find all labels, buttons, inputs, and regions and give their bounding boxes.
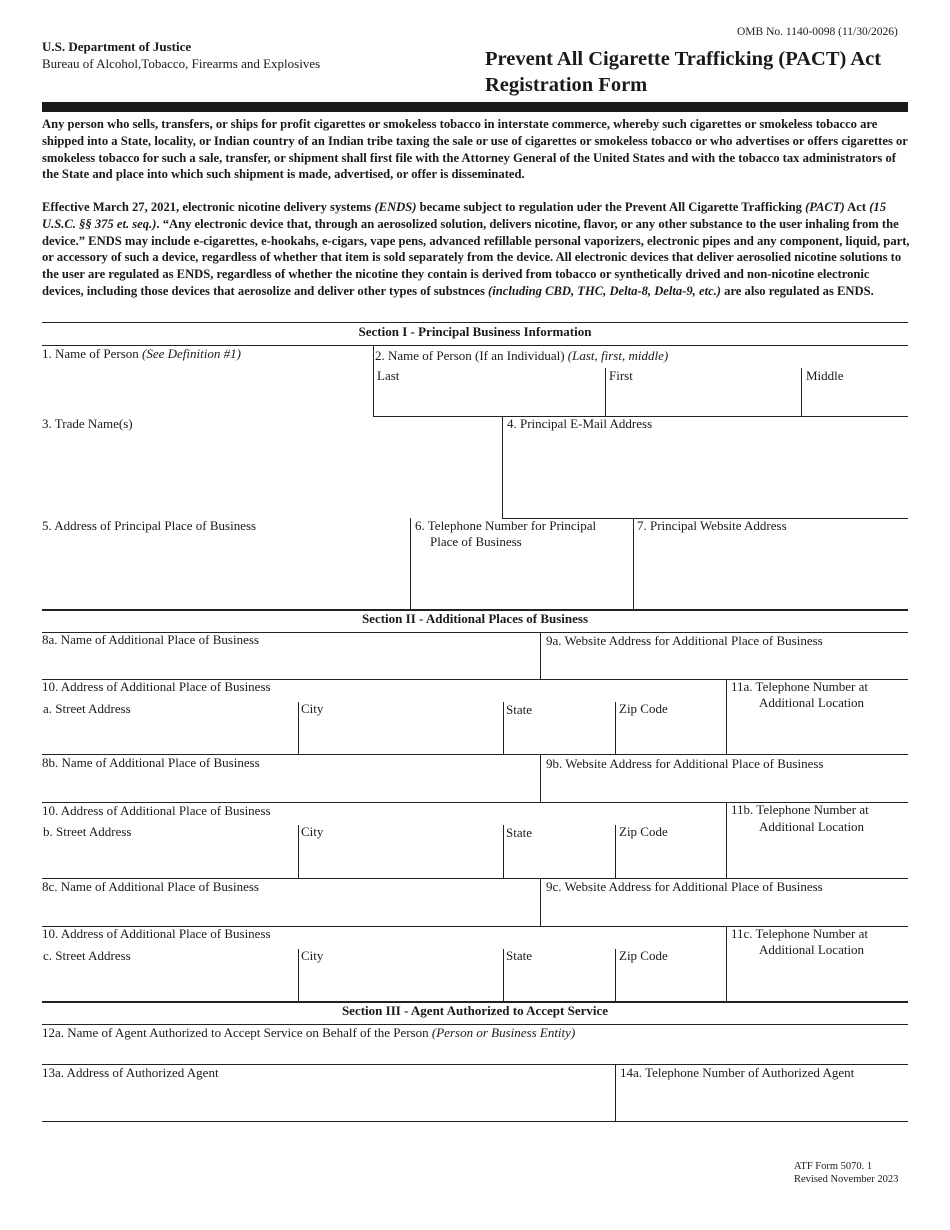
principal-address-input[interactable] xyxy=(42,536,408,608)
field-10b-label: 10. Address of Additional Place of Business xyxy=(42,803,271,818)
zip-b-label: Zip Code xyxy=(619,824,668,839)
city-b-input[interactable] xyxy=(300,843,501,877)
principal-website-input[interactable] xyxy=(635,536,907,608)
last-name-label: Last xyxy=(377,368,400,383)
section-1-title: Section I - Principal Business Information xyxy=(358,324,592,339)
field-12a-label: 12a. Name of Agent Authorized to Accept Service on Behalf of the Person (Person or Business Entity) xyxy=(42,1025,576,1040)
field-10c-label: 10. Address of Additional Place of Business xyxy=(42,926,271,941)
form-title-line1: Prevent All Cigarette Trafficking (PACT) Act xyxy=(485,48,882,70)
first-name-input[interactable] xyxy=(607,385,799,415)
field-8c-label: 8c. Name of Additional Place of Business xyxy=(42,879,259,894)
state-a-input[interactable] xyxy=(505,720,613,753)
city-a-label: City xyxy=(301,701,324,716)
additional-name-b-input[interactable] xyxy=(42,773,538,801)
field-6-label-line2: Place of Business xyxy=(430,534,522,549)
section-3-title: Section III - Agent Authorized to Accept Service xyxy=(341,1003,609,1018)
form-number: ATF Form 5070. 1 xyxy=(794,1161,873,1172)
state-a-label: State xyxy=(506,702,532,717)
agent-phone-input[interactable] xyxy=(617,1083,907,1120)
department-name: U.S. Department of Justice xyxy=(42,39,192,54)
zip-a-input[interactable] xyxy=(617,720,724,753)
state-c-label: State xyxy=(506,948,532,963)
field-11c-label-line1: 11c. Telephone Number at xyxy=(731,926,868,941)
field-8a-label: 8a. Name of Additional Place of Business xyxy=(42,632,259,647)
field-11b-label-line2: Additional Location xyxy=(759,819,865,834)
field-7-label: 7. Principal Website Address xyxy=(637,518,787,533)
principal-phone-input[interactable] xyxy=(412,552,631,608)
phone-c-input[interactable] xyxy=(728,960,907,1000)
state-b-label: State xyxy=(506,825,532,840)
additional-website-c-input[interactable] xyxy=(542,897,907,925)
field-3-label: 3. Trade Name(s) xyxy=(42,416,133,431)
field-4-label: 4. Principal E-Mail Address xyxy=(507,416,653,431)
intro-paragraph-1: Any person who sells, transfers, or ships for profit cigarettes or smokeless tobacco in interstate commerce, whereby such cigarettes or smokeless tobacco are shipped into a State, locality, or Indian country of an Indian tribe taxing the sale or use of cigarettes or smokeless tobacco or who advertises or offers cigarettes or smokeless tobacco for such a sale, transfer, or shipment shall first file with the Attorney General of the United States and with the tobacco tax administrators of the State and place into which such shipment is made, advertised, or offer is disseminated. xyxy=(42,117,908,182)
city-a-input[interactable] xyxy=(300,720,501,753)
phone-a-input[interactable] xyxy=(728,713,907,753)
omb-number: OMB No. 1140-0098 (11/30/2026) xyxy=(737,26,898,38)
additional-name-c-input[interactable] xyxy=(42,897,538,925)
field-2-label: 2. Name of Person (If an Individual) (Last, first, middle) xyxy=(375,348,669,363)
state-b-input[interactable] xyxy=(505,843,613,877)
street-a-input[interactable] xyxy=(42,720,296,753)
agent-address-input[interactable] xyxy=(42,1083,613,1120)
state-c-input[interactable] xyxy=(505,967,613,1000)
field-6-label-line1: 6. Telephone Number for Principal xyxy=(415,518,597,533)
additional-website-b-input[interactable] xyxy=(542,773,907,801)
field-1-label: 1. Name of Person (See Definition #1) xyxy=(42,346,241,361)
street-b-label: b. Street Address xyxy=(43,824,132,839)
field-13a-label: 13a. Address of Authorized Agent xyxy=(42,1065,219,1080)
zip-c-input[interactable] xyxy=(617,967,724,1000)
field-8b-label: 8b. Name of Additional Place of Business xyxy=(42,755,260,770)
city-c-label: City xyxy=(301,948,324,963)
street-c-input[interactable] xyxy=(42,967,296,1000)
field-9c-label: 9c. Website Address for Additional Place of Business xyxy=(546,879,823,894)
header-rule xyxy=(42,102,908,112)
field-10a-label: 10. Address of Additional Place of Business xyxy=(42,679,271,694)
street-a-label: a. Street Address xyxy=(43,701,131,716)
field-11c-label-line2: Additional Location xyxy=(759,942,865,957)
trade-name-input[interactable] xyxy=(42,434,500,516)
first-name-label: First xyxy=(609,368,633,383)
last-name-input[interactable] xyxy=(375,385,603,415)
person-name-input[interactable] xyxy=(42,364,370,414)
phone-b-input[interactable] xyxy=(728,837,907,877)
city-c-input[interactable] xyxy=(300,967,501,1000)
form-title-line2: Registration Form xyxy=(485,74,648,96)
city-b-label: City xyxy=(301,824,324,839)
zip-a-label: Zip Code xyxy=(619,701,668,716)
street-b-input[interactable] xyxy=(42,843,296,877)
bureau-name: Bureau of Alcohol,Tobacco, Firearms and Explosives xyxy=(42,56,321,71)
principal-email-input[interactable] xyxy=(504,434,907,516)
zip-c-label: Zip Code xyxy=(619,948,668,963)
field-11a-label-line1: 11a. Telephone Number at xyxy=(731,679,868,694)
street-c-label: c. Street Address xyxy=(43,948,131,963)
section-2-title: Section II - Additional Places of Business xyxy=(361,611,589,626)
field-11a-label-line2: Additional Location xyxy=(759,695,865,710)
field-14a-label: 14a. Telephone Number of Authorized Agent xyxy=(620,1065,855,1080)
field-11b-label-line1: 11b. Telephone Number at xyxy=(731,802,869,817)
field-5-label: 5. Address of Principal Place of Business xyxy=(42,518,257,533)
middle-name-input[interactable] xyxy=(803,385,907,415)
middle-name-label: Middle xyxy=(806,368,844,383)
additional-name-a-input[interactable] xyxy=(42,650,538,678)
field-9b-label: 9b. Website Address for Additional Place of Business xyxy=(546,756,824,771)
field-9a-label: 9a. Website Address for Additional Place of Business xyxy=(546,633,823,648)
agent-name-input[interactable] xyxy=(42,1043,907,1063)
revision-date: Revised November 2023 xyxy=(794,1174,899,1185)
additional-website-a-input[interactable] xyxy=(542,650,907,678)
intro-paragraph-2: Effective March 27, 2021, electronic nicotine delivery systems (ENDS) became subject to regulation uder the Prevent All Cigarette Trafficking (PACT) Act (15 U.S.C. §§ 375 et. seq.). “Any electronic device that, through an aerosolized solution, delivers nicotine, flavor, or any other substance to the user inhaling from the device.” ENDS may include e-cigarettes, e-hookahs, e-cigars, vape pens, advanced refillable personal vaporizers, electronic pipes and any component, liquid, part, or accessory of such a device, regardless of whether that item is sold separately from the device. All electronic devices that deliver aerosolied nicotine solutions to the user are regulated as ENDS, regardless of whether the nicotine they contain is derived from tobacco or synthetically drived and non-nicotine electronic devices, including those devices that aerosolize and deliver other types of substnces (including CBD, THC, Delta-8, Delta-9, etc.) are also regulated as ENDS. xyxy=(42,200,910,298)
zip-b-input[interactable] xyxy=(617,843,724,877)
